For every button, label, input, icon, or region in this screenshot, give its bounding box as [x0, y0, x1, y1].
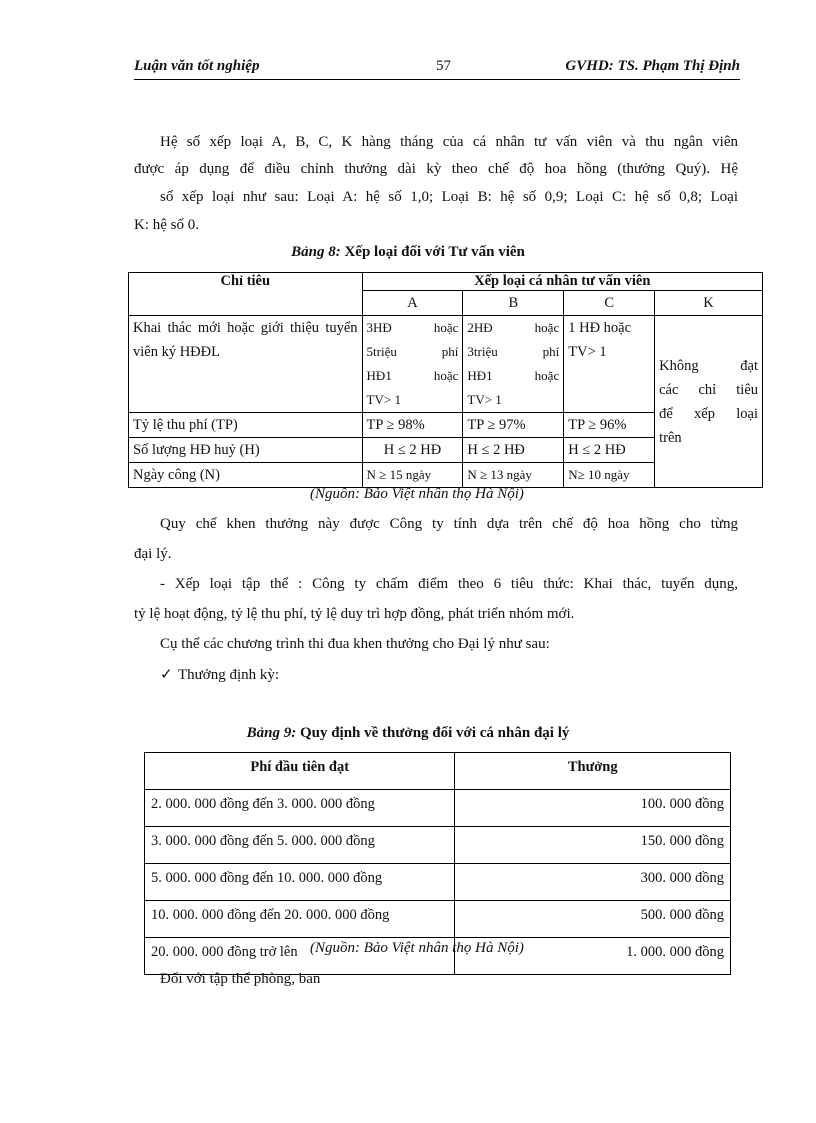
- table8-header-criteria: Chỉ tiêu: [129, 273, 363, 316]
- row3-label: Số lượng HĐ huỷ (H): [129, 438, 363, 463]
- checkmark-icon: ✓: [160, 667, 173, 683]
- bonus-amount: 300. 000 đồng: [455, 864, 731, 901]
- intro-line-2: được áp dụng để điều chỉnh thưởng dài kỳ theo chế độ hoa hồng (thưởng Quý). Hệ: [134, 161, 738, 177]
- body-p1-line1: Quy chế khen thưởng này được Công ty tính dựa trên chế độ hoa hồng cho từng: [160, 516, 738, 532]
- row2-a: TP ≥ 98%: [362, 413, 463, 438]
- body-p3: Cụ thể các chương trình thi đua khen thưởng cho Đại lý như sau:: [160, 636, 550, 652]
- row1-a-l1: 3HĐ hoặc: [366, 320, 459, 335]
- table9-caption: [0, 725, 816, 742]
- table9-caption-label: Bảng 9:: [246, 725, 297, 741]
- header-thesis-title: Luận văn tốt nghiệp: [134, 58, 260, 74]
- row3-c: H ≤ 2 HĐ: [564, 438, 655, 463]
- closing-line: Đối với tập thể phòng, ban: [160, 971, 321, 987]
- table8-source: (Nguồn: Bảo Việt nhân thọ Hà Nội): [310, 486, 524, 502]
- table8-caption: [0, 244, 816, 261]
- row2-c: TP ≥ 96%: [564, 413, 655, 438]
- grade-a: A: [362, 291, 463, 316]
- grade-c: C: [564, 291, 655, 316]
- row1-label: Khai thác mới hoặc giới thiệu tuyển viên ký HĐĐL: [129, 316, 363, 413]
- fee-range: 5. 000. 000 đồng đến 10. 000. 000 đồng: [145, 864, 455, 901]
- fee-range: 2. 000. 000 đồng đến 3. 000. 000 đồng: [145, 790, 455, 827]
- table-row: [145, 864, 731, 901]
- bonus-amount: 500. 000 đồng: [455, 901, 731, 938]
- table8-header-group: Xếp loại cá nhân tư vấn viên: [362, 273, 762, 291]
- k-criteria: [655, 316, 763, 488]
- row4-b: N ≥ 13 ngày: [463, 463, 564, 488]
- fee-range: 10. 000. 000 đồng đến 20. 000. 000 đồng: [145, 901, 455, 938]
- bonus-amount: 1. 000. 000 đồng: [455, 938, 731, 975]
- row1-b: [463, 316, 564, 413]
- intro-line-4: K: hệ số 0.: [134, 217, 199, 233]
- row2-b: TP ≥ 97%: [463, 413, 564, 438]
- k-l1: Không đạt: [659, 357, 758, 374]
- bonus-amount: 150. 000 đồng: [455, 827, 731, 864]
- header-rule: [134, 79, 740, 80]
- row1-c-l1: 1 HĐ hoặc: [568, 320, 632, 336]
- row4-c: N≥ 10 ngày: [564, 463, 655, 488]
- table9-header-fee: Phí đầu tiên đạt: [145, 753, 455, 790]
- row1-b-l4: TV> 1: [467, 392, 502, 407]
- k-l4: trên: [659, 429, 682, 446]
- row1-b-l2: 3triệu phí: [467, 344, 560, 359]
- table8-caption-label: Bảng 8:: [291, 244, 341, 260]
- table-row: [145, 790, 731, 827]
- table-row: [145, 827, 731, 864]
- k-l2: các chỉ tiêu: [659, 381, 758, 398]
- table9-source: (Nguồn: Bảo Việt nhân thọ Hà Nội): [310, 940, 524, 956]
- intro-line-3: số xếp loại như sau: Loại A: hệ số 1,0; Loại B: hệ số 0,9; Loại C: hệ số 0,8; Loại: [160, 189, 738, 205]
- row4-a: N ≥ 15 ngày: [362, 463, 463, 488]
- row1-a-l4: TV> 1: [366, 392, 401, 407]
- table-row: [145, 901, 731, 938]
- k-l3: để xếp loại: [659, 405, 758, 422]
- row1-a-l3: HĐ1 hoặc: [366, 368, 459, 383]
- table8-caption-text: Xếp loại đối với Tư vấn viên: [340, 244, 525, 260]
- row1-b-l1: 2HĐ hoặc: [467, 320, 560, 335]
- intro-line-1: Hệ số xếp loại A, B, C, K hàng tháng của cá nhân tư vấn viên và thu ngân viên: [160, 134, 738, 150]
- row2-label: Tỷ lệ thu phí (TP): [129, 413, 363, 438]
- row1-a: [362, 316, 463, 413]
- bullet-item: [160, 661, 279, 689]
- fee-range: 3. 000. 000 đồng đến 5. 000. 000 đồng: [145, 827, 455, 864]
- body-p2-line2: tỷ lệ hoạt động, tỷ lệ thu phí, tỷ lệ duy trì hợp đồng, phát triển nhóm mới.: [134, 606, 575, 622]
- page-header: [134, 56, 740, 78]
- row1-b-l3: HĐ1 hoặc: [467, 368, 560, 383]
- fee-range: 20. 000. 000 đồng trở lên: [145, 938, 455, 975]
- row3-a: H ≤ 2 HĐ: [362, 438, 463, 463]
- bonus-amount: 100. 000 đồng: [455, 790, 731, 827]
- body-p1-line2: đại lý.: [134, 546, 172, 562]
- bullet-text: Thưởng định kỳ:: [178, 667, 280, 683]
- table9-header-bonus: Thưởng: [455, 753, 731, 790]
- page-number: 57: [436, 58, 451, 74]
- grade-k: K: [655, 291, 763, 316]
- row4-label: Ngày công (N): [129, 463, 363, 488]
- header-advisor: GVHD: TS. Phạm Thị Định: [565, 58, 740, 74]
- row1-a-l2: 5triệu phí: [366, 344, 459, 359]
- row3-b: H ≤ 2 HĐ: [463, 438, 564, 463]
- grade-b: B: [463, 291, 564, 316]
- row1-c: [564, 316, 655, 413]
- body-p2-line1: - Xếp loại tập thể : Công ty chấm điểm theo 6 tiêu thức: Khai thác, tuyển dụng,: [160, 576, 738, 592]
- table9-caption-text: Quy định về thưởng đối với cá nhân đại lý: [296, 725, 570, 741]
- row1-c-l2: TV> 1: [568, 344, 607, 360]
- table8: [128, 272, 763, 488]
